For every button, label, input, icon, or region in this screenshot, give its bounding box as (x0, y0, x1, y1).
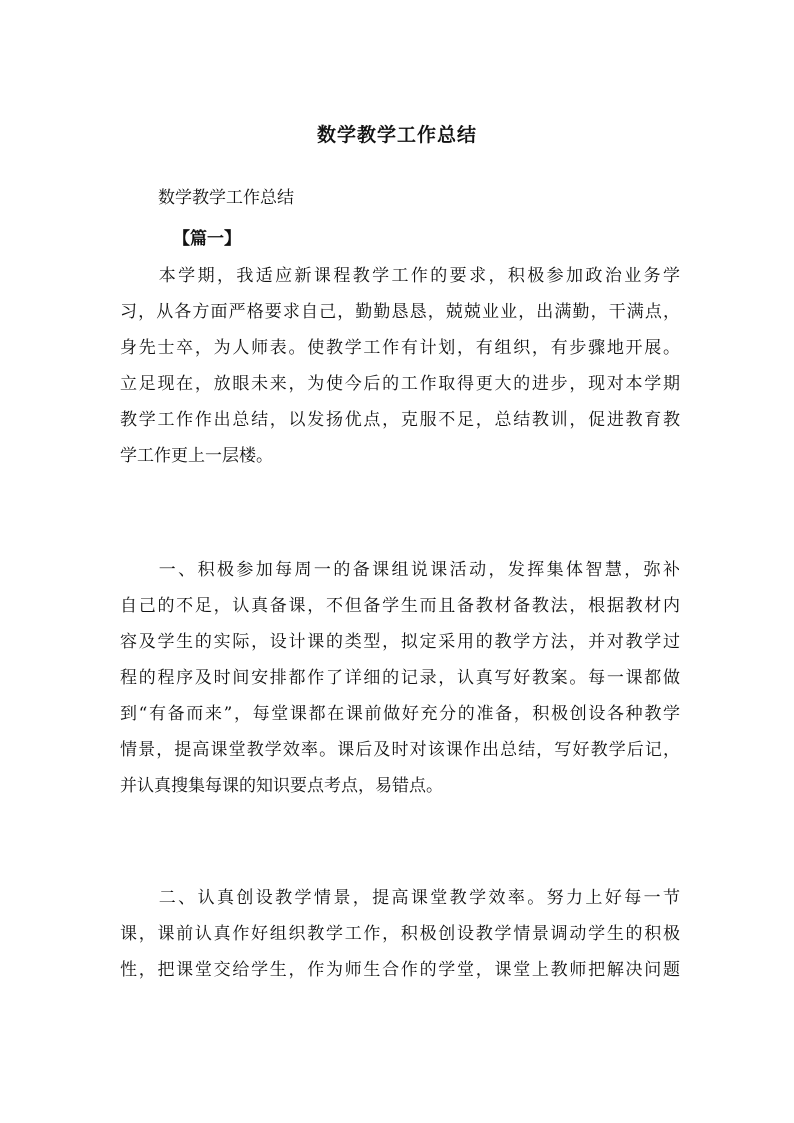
text-line: 身先士卒，为人师表。使教学工作有计划，有组织，有步骤地开展。 (120, 338, 680, 358)
text-line: 一、积极参加每周一的备课组说课活动，发挥集体智慧，弥补 (120, 560, 680, 580)
text-line: 课，课前认真作好组织教学工作，积极创设教学情景调动学生的积极 (120, 924, 680, 944)
text-line: 二、认真创设教学情景，提高课堂教学效率。努力上好每一节 (120, 888, 680, 908)
paragraph-section-1 (120, 552, 680, 804)
text-line: 并认真搜集每课的知识要点考点，易错点。 (120, 776, 443, 796)
text-line: 情景，提高课堂教学效率。课后及时对该课作出总结，写好教学后记， (120, 740, 680, 760)
text-line: 自己的不足，认真备课，不但备学生而且备教材备教法，根据教材内 (120, 596, 680, 616)
document-subtitle: 数学教学工作总结 (158, 188, 294, 208)
section-heading: 【篇一】 (173, 229, 241, 249)
text-line: 学工作更上一层楼。 (120, 446, 273, 466)
text-line: 教学工作作出总结，以发扬优点，克服不足，总结教训，促进教育教 (120, 410, 680, 430)
text-line: 立足现在，放眼未来，为使今后的工作取得更大的进步，现对本学期 (120, 374, 680, 394)
paragraph-section-2 (120, 880, 680, 988)
paragraph-intro (120, 258, 680, 474)
text-line: 习，从各方面严格要求自己，勤勤恳恳，兢兢业业，出满勤，干满点， (120, 302, 680, 322)
text-line: 本学期，我适应新课程教学工作的要求，积极参加政治业务学 (120, 266, 680, 286)
text-line: 到“有备而来”，每堂课都在课前做好充分的准备，积极创设各种教学 (120, 704, 680, 724)
text-line: 性，把课堂交给学生，作为师生合作的学堂，课堂上教师把解决问题 (120, 960, 680, 980)
document-title: 数学教学工作总结 (316, 124, 477, 146)
text-line: 容及学生的实际，设计课的类型，拟定采用的教学方法，并对教学过 (120, 632, 680, 652)
text-line: 程的程序及时间安排都作了详细的记录，认真写好教案。每一课都做 (120, 668, 680, 688)
